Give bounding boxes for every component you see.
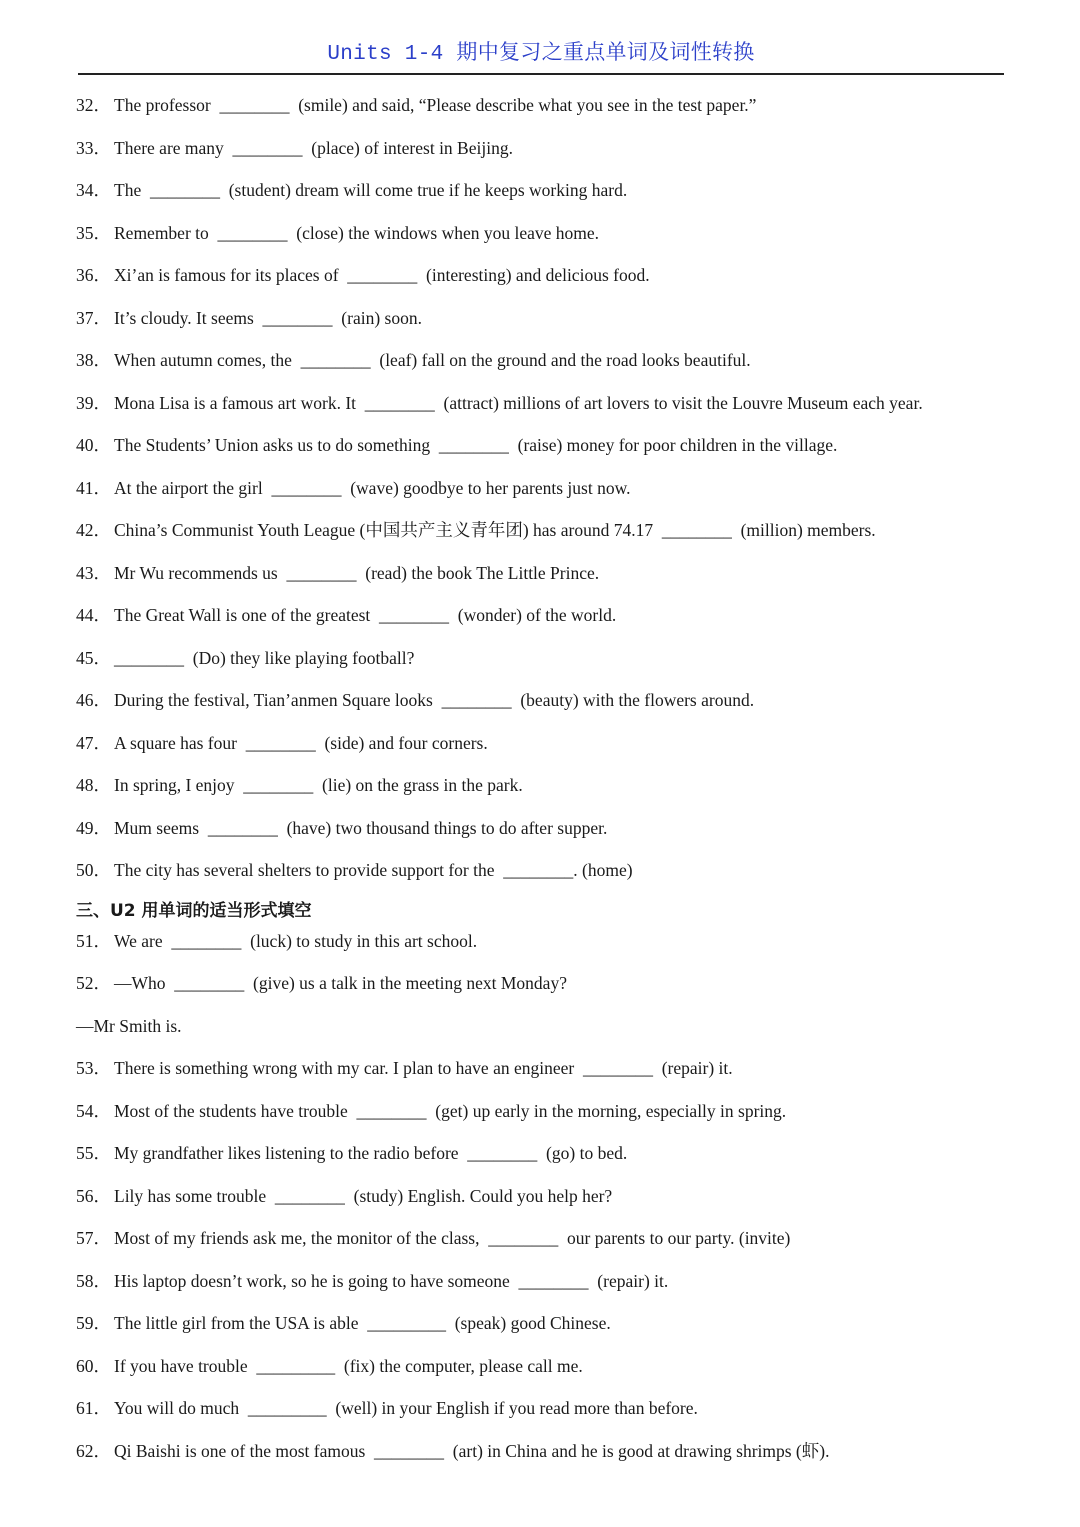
question-item [76, 428, 1026, 471]
question-text: There are many ________ (place) of interest in Beijing. [114, 137, 513, 158]
question-text: His laptop doesn’t work, so he is going to have someone ________ (repair) it. [114, 1270, 669, 1291]
question-item [76, 258, 1026, 301]
header-divider [78, 73, 1004, 75]
section-heading-text: 三、U2 用单词的适当形式填空 [76, 900, 312, 921]
question-text: During the festival, Tian’anmen Square looks ________ (beauty) with the flowers around. [114, 690, 755, 710]
question-item [76, 216, 1026, 259]
question-text: —Who ________ (give) us a talk in the meeting next Monday? [114, 973, 567, 993]
question-item [76, 683, 1026, 726]
question-item [76, 1094, 1026, 1137]
question-number: 46． [76, 690, 111, 710]
question-number: 55． [76, 1143, 111, 1163]
question-item [76, 343, 1026, 386]
question-item [76, 1434, 1026, 1477]
section-heading [76, 896, 1026, 924]
question-item [76, 1221, 1026, 1264]
question-number: 34． [76, 180, 111, 200]
question-text: Remember to ________ (close) the windows when you leave home. [114, 222, 600, 243]
question-item [76, 768, 1026, 811]
question-item [76, 1136, 1026, 1179]
question-item [76, 301, 1026, 344]
question-item [76, 88, 1026, 131]
question-item [76, 1306, 1026, 1349]
question-text: My grandfather likes listening to the radio before ________ (go) to bed. [114, 1143, 628, 1163]
question-text: Mum seems ________ (have) two thousand things to do after supper. [114, 817, 608, 838]
question-number: 59． [76, 1313, 111, 1333]
question-number: 37． [76, 307, 111, 328]
question-item [76, 966, 1026, 1009]
exercise-list [76, 88, 1026, 1476]
question-text: The Students’ Union asks us to do something ________ (raise) money for poor children in the village. [114, 435, 838, 455]
question-item [76, 726, 1026, 769]
question-number: 62． [76, 1440, 111, 1461]
question-number: 58． [76, 1270, 111, 1291]
question-item [76, 1051, 1026, 1094]
question-item [76, 1391, 1026, 1434]
question-text: In spring, I enjoy ________ (lie) on the grass in the park. [114, 775, 523, 795]
question-item [76, 386, 1026, 429]
question-text: The Great Wall is one of the greatest ________ (wonder) of the world. [114, 605, 617, 625]
question-number: 39． [76, 392, 111, 413]
question-text: If you have trouble _________ (fix) the computer, please call me. [114, 1355, 583, 1376]
question-text: We are ________ (luck) to study in this art school. [114, 930, 478, 951]
page-header-title: Units 1-4 期中复习之重点单词及词性转换 [327, 43, 755, 66]
question-text: A square has four ________ (side) and four corners. [114, 732, 488, 753]
question-number: 33． [76, 137, 111, 158]
answer-line [76, 1009, 1026, 1052]
question-number: 41． [76, 477, 111, 498]
question-item [76, 471, 1026, 514]
question-item [76, 1264, 1026, 1307]
question-text: Most of the students have trouble ________ (get) up early in the morning, especially in spring. [114, 1100, 787, 1121]
question-number: 42． [76, 520, 111, 540]
question-text: Lily has some trouble ________ (study) English. Could you help her? [114, 1185, 613, 1206]
question-number: 56． [76, 1185, 111, 1206]
question-number: 44． [76, 605, 111, 625]
question-item [76, 173, 1026, 216]
question-number: 54． [76, 1100, 111, 1121]
question-number: 51． [76, 930, 111, 951]
question-item [76, 811, 1026, 854]
question-text: —Mr Smith is. [76, 1015, 182, 1036]
question-number: 48． [76, 775, 111, 795]
question-item [76, 853, 1026, 896]
question-item [76, 598, 1026, 641]
question-text: Xi’an is famous for its places of ________ (interesting) and delicious food. [114, 265, 650, 285]
question-text: China’s Communist Youth League (中国共产主义青年团) has around 74.17 ________ (million) members. [114, 520, 876, 540]
question-text: There is something wrong with my car. I plan to have an engineer ________ (repair) it. [114, 1058, 733, 1078]
question-text: The city has several shelters to provide support for the ________. (home) [114, 860, 633, 880]
question-number: 49． [76, 817, 111, 838]
question-text: Qi Baishi is one of the most famous ________ (art) in China and he is good at drawing shrimps (虾). [114, 1440, 830, 1461]
question-number: 61． [76, 1398, 111, 1418]
question-number: 45． [76, 647, 111, 668]
question-number: 36． [76, 265, 111, 285]
question-item [76, 556, 1026, 599]
question-number: 40． [76, 435, 111, 455]
question-number: 47． [76, 732, 111, 753]
question-item [76, 131, 1026, 174]
question-text: Mr Wu recommends us ________ (read) the book The Little Prince. [114, 562, 600, 583]
question-item [76, 924, 1026, 967]
question-item [76, 641, 1026, 684]
question-number: 38． [76, 350, 111, 370]
question-number: 35． [76, 222, 111, 243]
question-number: 60． [76, 1355, 111, 1376]
question-text: At the airport the girl ________ (wave) goodbye to her parents just now. [114, 477, 631, 498]
question-item [76, 1179, 1026, 1222]
question-text: Mona Lisa is a famous art work. It ________ (attract) millions of art lovers to visit the Louvre Museum each year. [114, 392, 923, 413]
question-number: 50． [76, 860, 111, 880]
question-text: ________ (Do) they like playing football? [114, 647, 415, 668]
question-text: The professor ________ (smile) and said, “Please describe what you see in the test paper.” [114, 95, 757, 115]
question-number: 32． [76, 95, 111, 115]
question-item [76, 513, 1026, 556]
question-number: 52． [76, 973, 111, 993]
question-item [76, 1349, 1026, 1392]
question-text: It’s cloudy. It seems ________ (rain) soon. [114, 307, 422, 328]
question-number: 53． [76, 1058, 111, 1078]
question-text: The little girl from the USA is able _________ (speak) good Chinese. [114, 1313, 611, 1333]
question-text: Most of my friends ask me, the monitor of the class, ________ our parents to our party. (invite) [114, 1228, 791, 1248]
question-text: You will do much _________ (well) in your English if you read more than before. [114, 1398, 698, 1418]
question-number: 43． [76, 562, 111, 583]
question-text: The ________ (student) dream will come true if he keeps working hard. [114, 180, 628, 200]
question-number: 57． [76, 1228, 111, 1248]
question-text: When autumn comes, the ________ (leaf) fall on the ground and the road looks beautiful. [114, 350, 751, 370]
